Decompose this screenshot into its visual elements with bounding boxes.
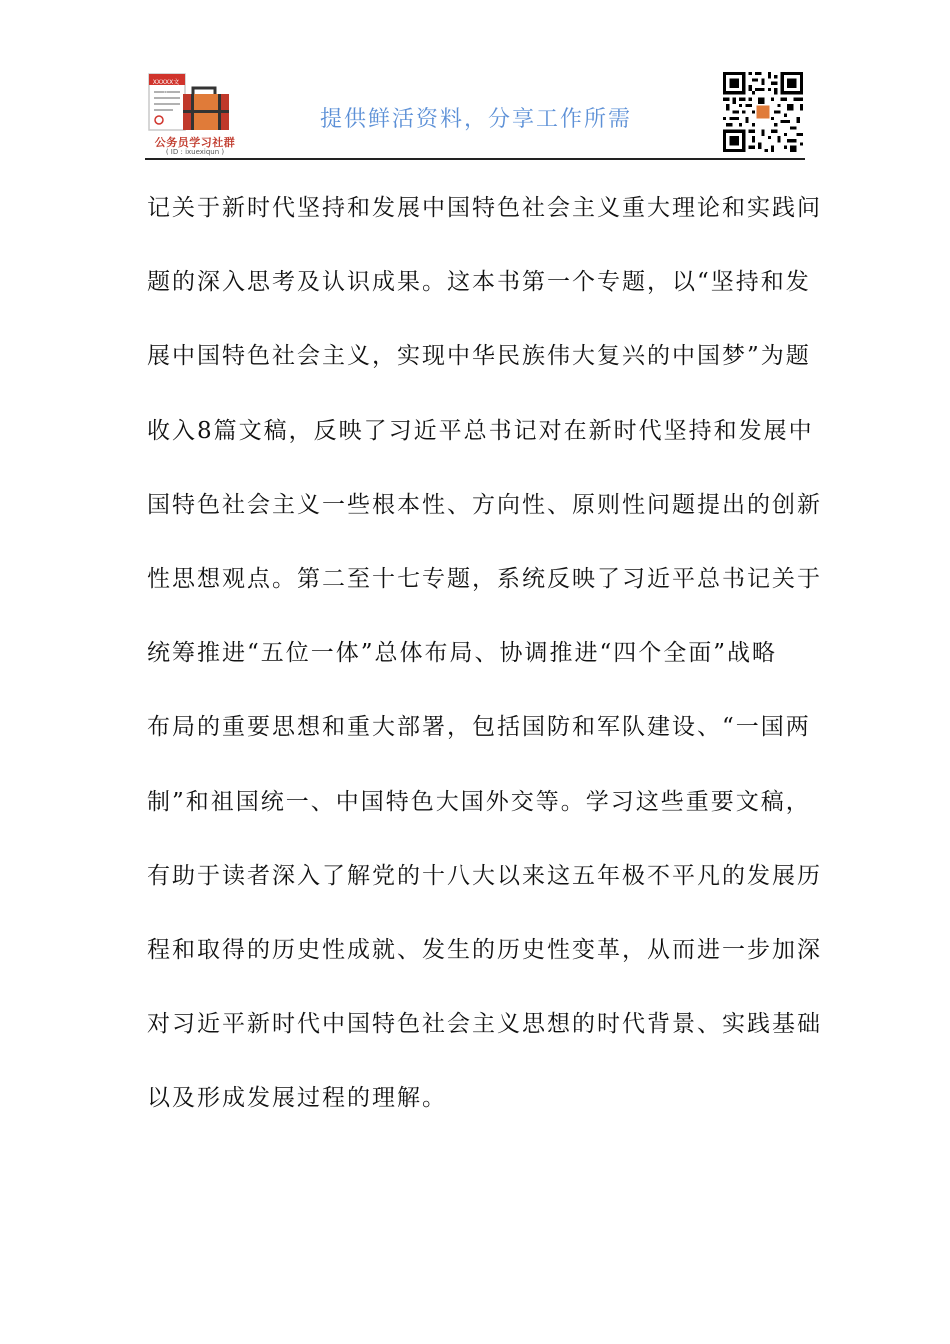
text-line: 布局的重要思想和重大部署，包括国防和军队建设、“一国两: [147, 714, 811, 741]
text-line: 国特色社会主义一些根本性、方向性、原则性问题提出的创新: [147, 491, 822, 518]
text-line: 收入8篇文稿，反映了习近平总书记对在新时代坚持和发展中: [147, 417, 814, 444]
logo: [145, 70, 245, 158]
text-line: 统筹推进“五位一体”总体布局、协调推进“四个全面”战略: [147, 640, 778, 667]
text-line: 题的深入思考及认识成果。这本书第一个专题，以“坚持和发: [147, 269, 811, 296]
qr-code-icon: [723, 72, 803, 152]
text-line: 展中国特色社会主义，实现中华民族伟大复兴的中国梦”为题: [147, 343, 811, 370]
logo-subtitle: ( ID : ixuexiqun ): [165, 148, 225, 156]
text-line: 性思想观点。第二至十七专题，系统反映了习近平总书记关于: [147, 565, 822, 592]
header-slogan: 提供鲜活资料，分享工作所需: [320, 107, 633, 132]
text-line: 以及形成发展过程的理解。: [147, 1085, 447, 1112]
text-line: 程和取得的历史性成就、发生的历史性变革，从而进一步加深: [147, 936, 822, 963]
text-line: 制”和祖国统一、中国特色大国外交等。学习这些重要文稿，: [147, 788, 811, 815]
page-header: [145, 70, 805, 160]
logo-title: 公务员学习社群: [154, 136, 236, 149]
logo-badge-text: XXXXX文件: [152, 79, 180, 95]
text-line: 记关于新时代坚持和发展中国特色社会主义重大理论和实践问: [147, 195, 822, 221]
text-line: 有助于读者深入了解党的十八大以来这五年极不平凡的发展历: [147, 862, 822, 889]
body-text: [147, 180, 822, 1144]
text-line: 对习近平新时代中国特色社会主义思想的时代背景、实践基础: [147, 1011, 822, 1038]
